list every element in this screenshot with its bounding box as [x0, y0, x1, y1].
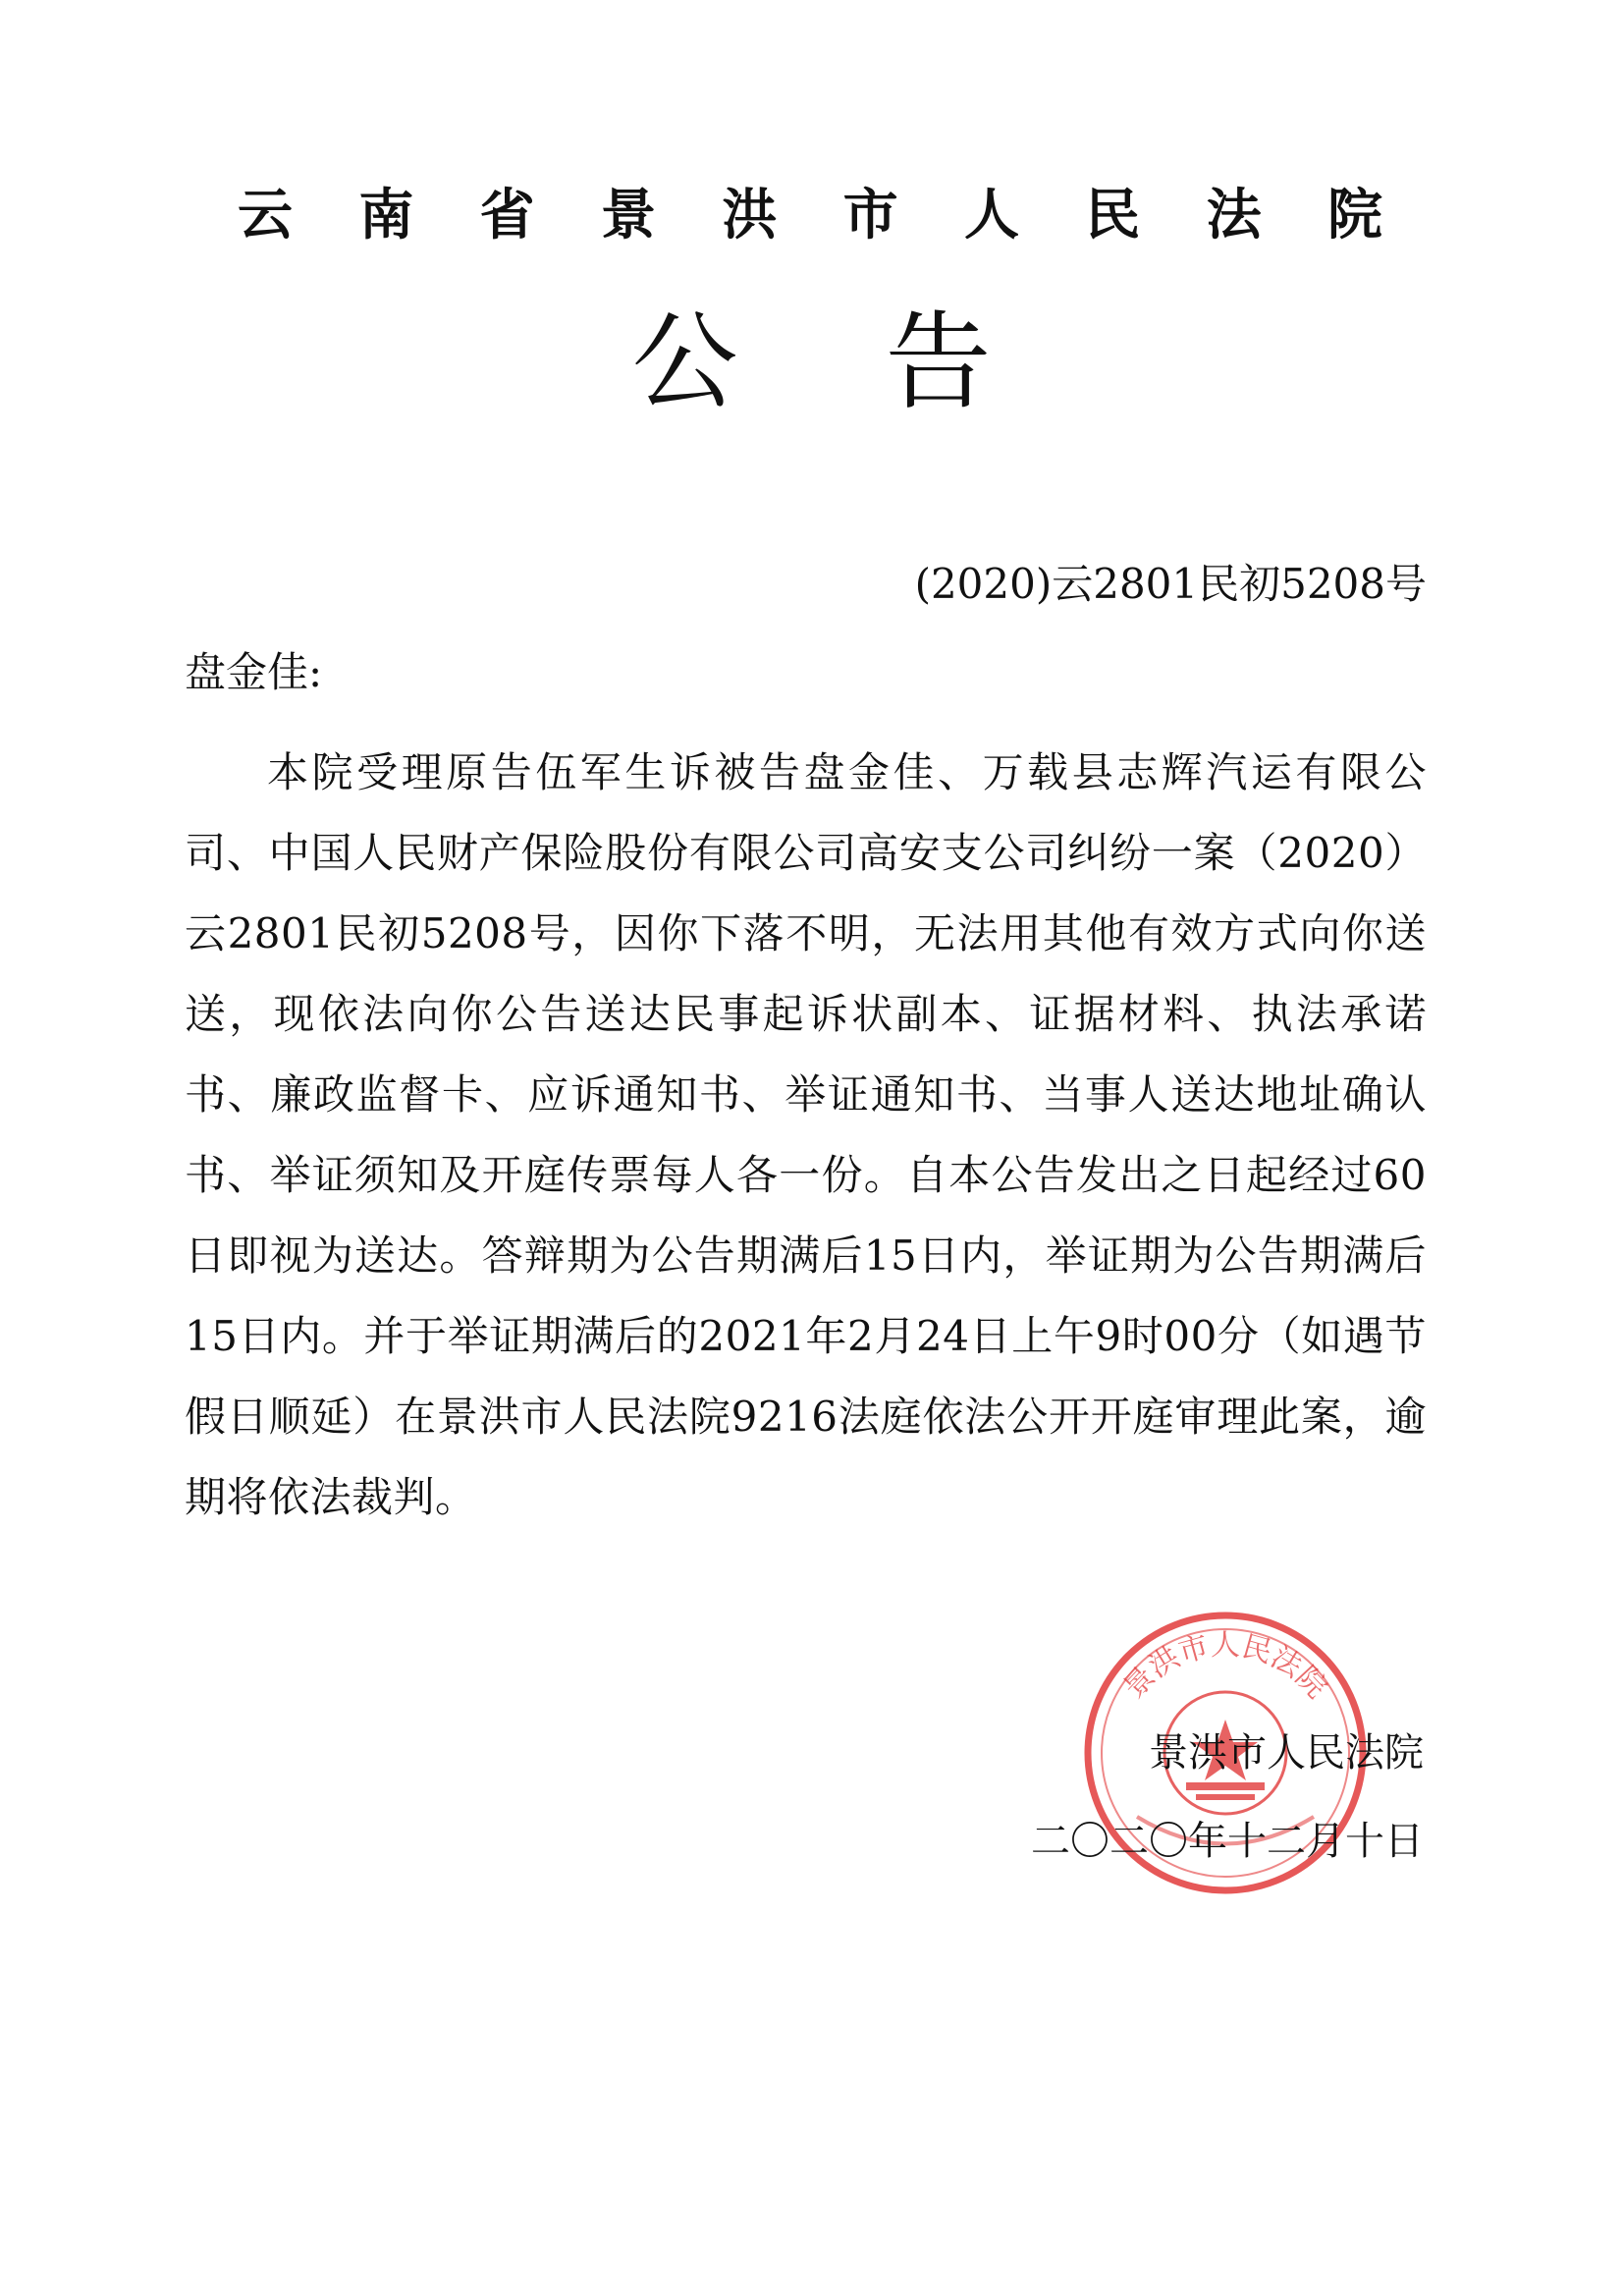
- addressee: 盘金佳:: [185, 648, 323, 696]
- court-name-heading: [236, 177, 1384, 255]
- court-name-char: 省: [479, 184, 535, 247]
- case-number: (2020)云2801民初5208号: [914, 560, 1427, 608]
- signature-date: 二〇二〇年十二月十日: [1031, 1819, 1424, 1864]
- signature-court: 景洪市人民法院: [1149, 1730, 1424, 1776]
- court-name-char: 市: [842, 184, 898, 247]
- court-name-char: 人: [963, 184, 1019, 247]
- document-title: 公告: [631, 301, 1139, 424]
- court-name-char: 洪: [722, 184, 778, 247]
- court-name-char: 景: [600, 184, 656, 247]
- court-name-char: 民: [1085, 184, 1141, 247]
- seal-text: 景洪市人民法院: [1116, 1627, 1334, 1706]
- court-name-char: 法: [1206, 184, 1262, 247]
- court-name-char: 云: [238, 184, 293, 247]
- court-name-char: 院: [1326, 184, 1382, 247]
- notice-body: 本院受理原告伍军生诉被告盘金佳、万载县志辉汽运有限公司、中国人民财产保险股份有限公司高安支公司纠纷一案（2020）云2801民初5208号，因你下落不明，无法用其他有效方式向你送送，现依法向你公告送达民事起诉状副本、证据材料、执法承诺书、廉政监督卡、应诉通知书、举证通知书、当事人送达地址确认书、举证须知及开庭传票每人各一份。自本公告发出之日起经过60日即视为送达。答辩期为公告期满后15日内，举证期为公告期满后15日内。并于举证期满后的2021年2月24日上午9时00分（如遇节假日顺延）在景洪市人民法院9216法庭依法公开开庭审理此案，逾期将依法裁判。: [185, 748, 1427, 1521]
- court-name-char: 南: [358, 184, 414, 247]
